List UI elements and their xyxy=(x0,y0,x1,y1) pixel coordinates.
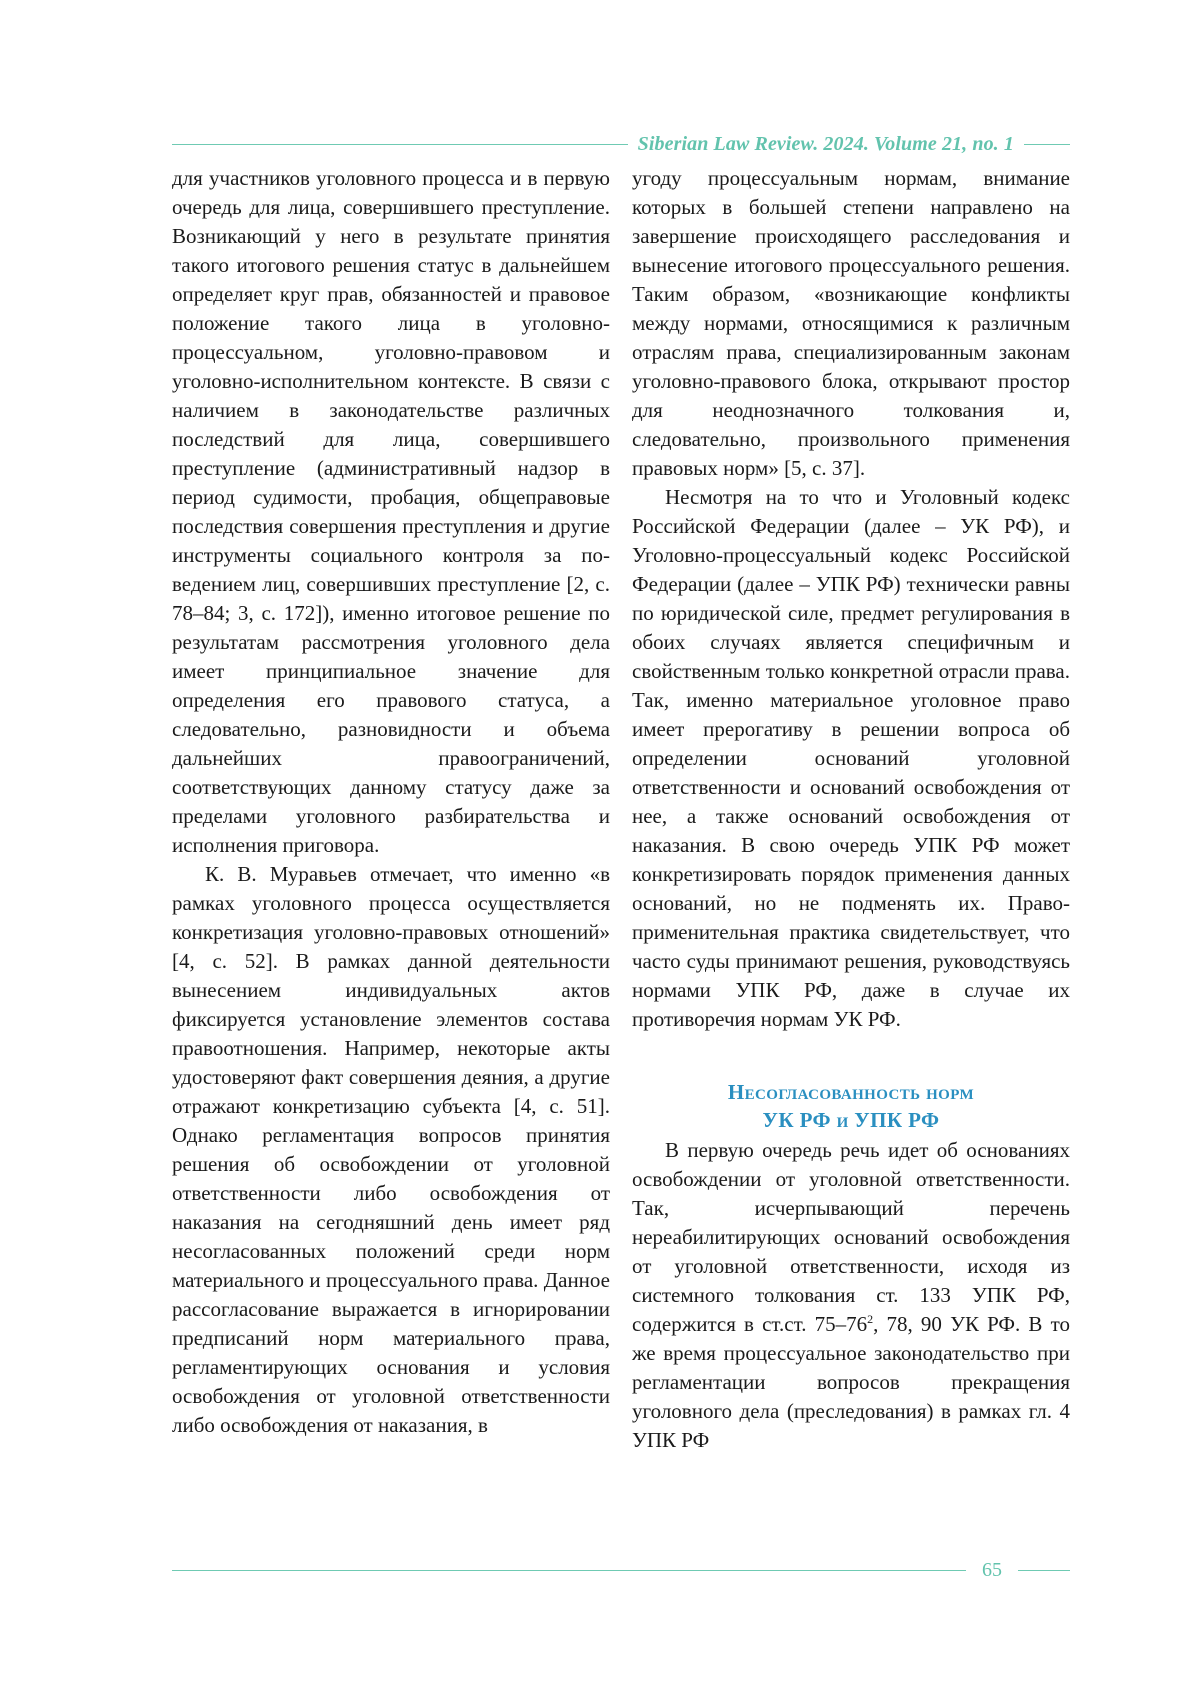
footer-rule-left xyxy=(172,1570,966,1571)
section-heading-line-2: УК РФ и УПК РФ xyxy=(762,1108,940,1132)
left-column xyxy=(172,164,610,1440)
right-paragraph-1: угоду процессуальным нормам, внимание которых в большей степени направлено на завершение происходящего расследования и вынесение итогового процессуального решения. Таким образом, «возникающие конфликты между нормами, относящимися к различным отраслям права, специализированным законам уголовно-правового блока, открывают простор для неоднозначного толкования и, следовательно, произвольного применения правовых норм» [5, с. 37]. xyxy=(632,166,1070,480)
footer-rule-right xyxy=(1018,1570,1070,1571)
header-rule-left xyxy=(172,144,628,145)
right-column xyxy=(632,164,1070,1455)
left-paragraph-2: К. В. Муравьев отмечает, что именно «в рамках уголовного процесса осуществляется конкретизация уголовно-правовых отношений» [4, с. 52]. В рамках данной деятельности вынесением индивидуальных актов фиксируется установление элементов состава правоотношения. Например, некоторые акты удостоверяют факт совершения деяния, а другие отражают конкретизацию субъекта [4, с. 51]. Однако регламентация вопросов принятия решения об освобождении от уголовной ответственности либо освобождения от наказания на сегодняшний день имеет ряд несогласованных положений среди норм материального и процессуального права. Данное рассогласование выражается в игнорировании предписаний норм материального права, регламентирующих основания и условия освобождения от уголовной ответственности либо освобождения от наказания, в xyxy=(172,862,610,1437)
page-footer xyxy=(172,1558,1070,1582)
running-header xyxy=(172,133,1070,155)
left-paragraph-1: для участников уголовного процесса и в первую очередь для лица, совершившего преступление. Возникающий у него в результате принятия такого итогового решения статус в дальнейшем определяет круг прав, обязанностей и правовое положение такого лица в уголовно-процессуальном, уголовно-правовом и уголовно-исполнительном контексте. В связи с наличием в законодательстве различных последствий для лица, совершившего преступление (административный надзор в период судимости, пробация, общеправовые последствия совершения преступления и другие инструменты социального контроля за поведением лиц, совершивших преступление [2, с. 78–84; 3, с. 172]), именно итоговое решение по результатам рассмотрения уголовного дела имеет принципиальное значение для определения его правового статуса, а следовательно, разновидности и объема дальнейших правоограничений, соответствующих данному статусу даже за пределами уголовного разбирательства и исполнения приговора. xyxy=(172,166,610,857)
section-heading-line-1: Несогласованность норм xyxy=(727,1080,975,1104)
right-paragraph-3 xyxy=(632,1136,1070,1455)
right-paragraph-3-part-b: , 78, 90 УК РФ. В то же время процессуальное законодательство при регламентации вопросов прекращения уголовного дела (преследования) в рамках гл. 4 УПК РФ xyxy=(632,1312,1070,1452)
right-paragraph-3-part-a: В первую очередь речь идет об основаниях освобождении от уголовной ответственности. Так, исчерпывающий перечень нереабилитирующих оснований освобождения от уголовной ответственности, исходя из системного толкования ст. 133 УПК РФ, содержится в ст.ст. 75–76 xyxy=(632,1138,1070,1336)
page-number: 65 xyxy=(982,1558,1002,1581)
section-heading xyxy=(632,1078,1070,1134)
footnote-superscript: 2 xyxy=(867,1312,874,1326)
right-paragraph-2: Несмотря на то что и Уголовный кодекс Российской Федерации (далее – УК РФ), и Уголовно-процессуальный кодекс Российской Федерации (далее – УПК РФ) технически равны по юридической силе, предмет регулирования в обоих случаях является специфичным и свойственным только конкретной отрасли права. Так, именно материальное уголовное право имеет прерогативу в решении вопроса об определении оснований уголовной ответственности и оснований освобождения от нее, а также оснований освобождения от наказания. В свою очередь УПК РФ может конкретизировать порядок применения данных оснований, но не подменять их. Правоприменительная практика свидетельствует, что часто суды принимают решения, руководствуясь нормами УПК РФ, даже в случае их противоречия нормам УК РФ. xyxy=(632,485,1070,1031)
header-rule-right xyxy=(1024,144,1070,145)
journal-running-title: Siberian Law Review. 2024. Volume 21, no. 1 xyxy=(637,132,1014,155)
